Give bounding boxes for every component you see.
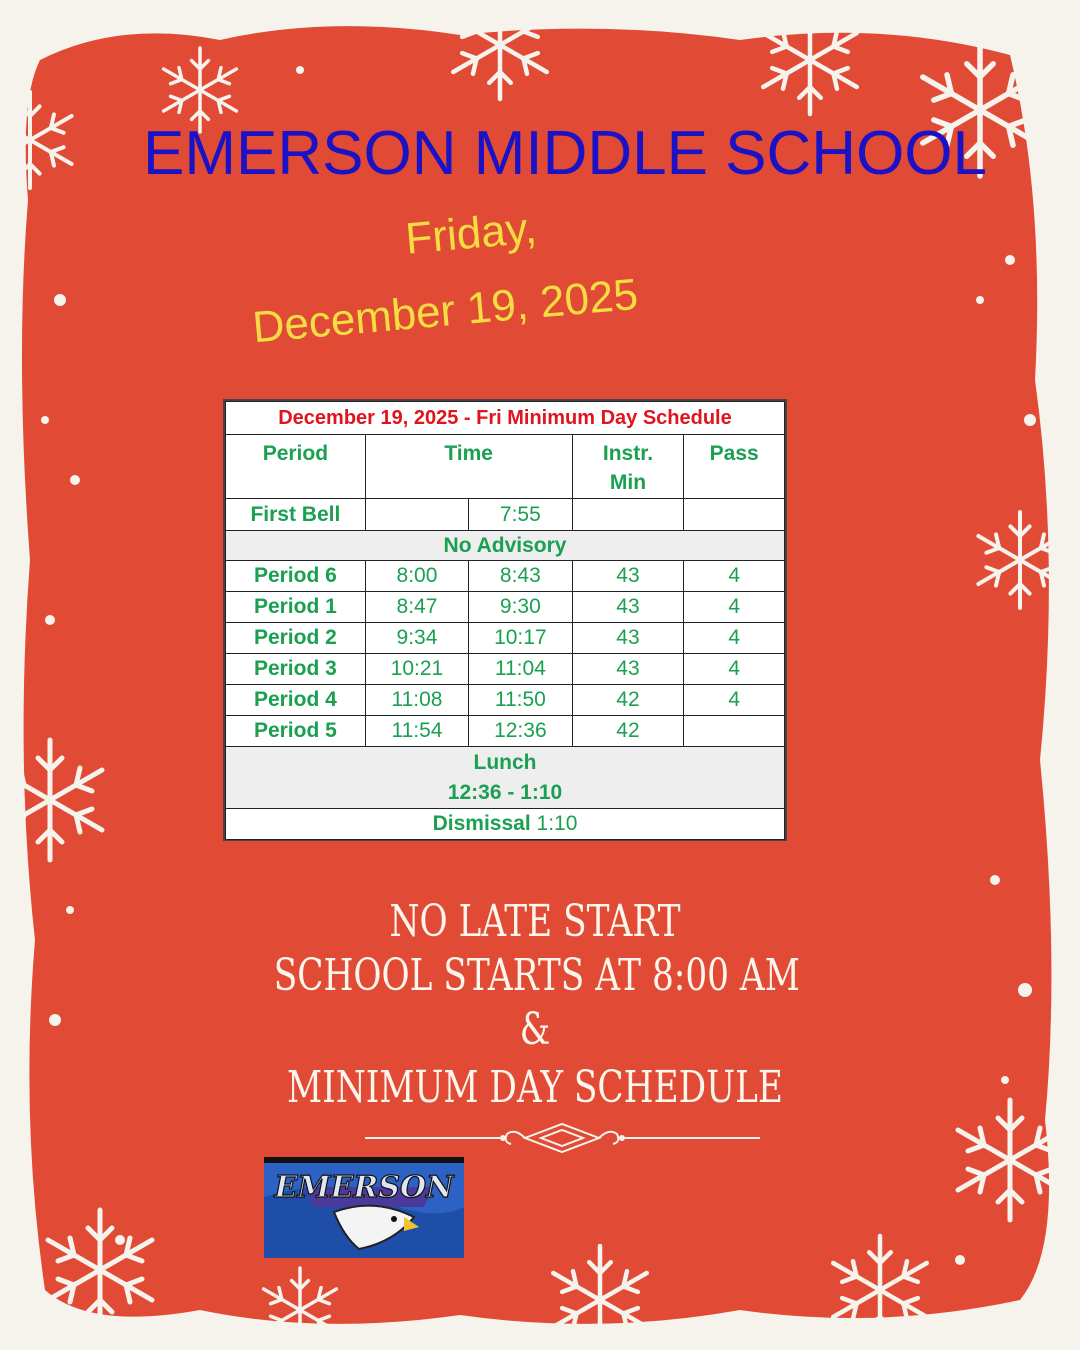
table-row: [226, 685, 785, 716]
start-cell: 11:54: [365, 716, 468, 747]
notice-line-4: MINIMUM DAY SCHEDULE: [287, 1062, 783, 1113]
min-cell: 43: [572, 592, 684, 623]
dismissal-cell: [226, 809, 785, 839]
date-full: December 19, 2025: [250, 269, 640, 353]
pass-cell: [684, 716, 785, 747]
start-cell: 11:08: [365, 685, 468, 716]
lunch-label: Lunch: [473, 751, 537, 775]
start-cell: 9:34: [365, 623, 468, 654]
school-title: EMERSON MIDDLE SCHOOL: [142, 119, 988, 188]
end-cell: 10:17: [469, 623, 572, 654]
header-time: Time: [365, 435, 572, 499]
table-row: [226, 716, 785, 747]
first-bell-time: 7:55: [469, 498, 572, 530]
notice-text: [273, 895, 800, 1115]
notice-line-3: &: [519, 1004, 551, 1055]
header-instr-min: [572, 435, 684, 499]
pass-cell: 4: [684, 592, 785, 623]
start-cell: 10:21: [365, 654, 468, 685]
period-cell: Period 3: [226, 654, 366, 685]
header-instr-line2: Min: [609, 471, 647, 495]
end-cell: 8:43: [469, 561, 572, 592]
date-day: Friday,: [403, 203, 539, 264]
min-cell: 43: [572, 561, 684, 592]
min-cell: 43: [572, 654, 684, 685]
start-cell: 8:47: [365, 592, 468, 623]
advisory-note: No Advisory: [226, 530, 785, 560]
first-bell-empty: [365, 498, 468, 530]
end-cell: 12:36: [469, 716, 572, 747]
pass-cell: 4: [684, 685, 785, 716]
period-cell: Period 5: [226, 716, 366, 747]
pass-cell: 4: [684, 623, 785, 654]
table-row: [226, 561, 785, 592]
emerson-eagle-logo: [264, 1157, 464, 1258]
period-cell: Period 1: [226, 592, 366, 623]
end-cell: 11:50: [469, 685, 572, 716]
period-cell: Period 4: [226, 685, 366, 716]
table-row: [226, 623, 785, 654]
table-row: [226, 654, 785, 685]
min-cell: 42: [572, 685, 684, 716]
lunch-time: 12:36 - 1:10: [447, 780, 563, 804]
pass-cell: 4: [684, 561, 785, 592]
table-row: [226, 592, 785, 623]
first-bell-label: First Bell: [226, 498, 366, 530]
first-bell-min: [572, 498, 684, 530]
ornament-divider: [365, 1118, 760, 1158]
period-cell: Period 6: [226, 561, 366, 592]
svg-text:EMERSON: EMERSON: [274, 1170, 454, 1205]
header-period: Period: [226, 435, 366, 499]
header-pass: Pass: [684, 435, 785, 499]
period-cell: Period 2: [226, 623, 366, 654]
min-cell: 43: [572, 623, 684, 654]
min-cell: 42: [572, 716, 684, 747]
end-cell: 9:30: [469, 592, 572, 623]
notice-line-2: SCHOOL STARTS AT 8:00 AM: [273, 950, 800, 1001]
end-cell: 11:04: [469, 654, 572, 685]
schedule-table: [223, 399, 787, 841]
notice-line-1: NO LATE START: [389, 896, 681, 947]
start-cell: 8:00: [365, 561, 468, 592]
pass-cell: 4: [684, 654, 785, 685]
dismissal-time: 1:10: [536, 812, 578, 836]
header-instr-line1: Instr.: [602, 442, 654, 465]
lunch-cell: [226, 747, 785, 809]
first-bell-pass: [684, 498, 785, 530]
dismissal-label: Dismissal: [432, 812, 531, 836]
schedule-caption: December 19, 2025 - Fri Minimum Day Schedule: [226, 402, 785, 435]
